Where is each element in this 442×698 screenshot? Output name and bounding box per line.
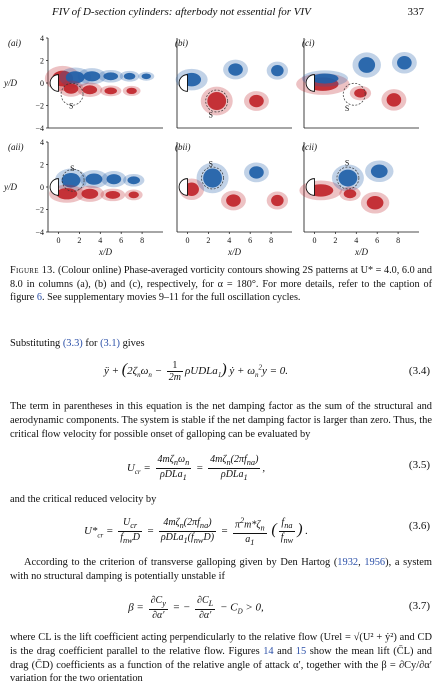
vortex-core (339, 170, 358, 187)
y-tick-label: 2 (40, 56, 44, 66)
vortex-core (367, 196, 384, 210)
x-tick-label: 0 (56, 236, 61, 245)
vortex-core (371, 165, 388, 179)
y-tick-label: 0 (40, 79, 44, 88)
vortex-core (203, 168, 222, 187)
x-tick-label: 8 (269, 236, 274, 245)
panel-label: (bi) (175, 38, 188, 48)
panel-label: (bii) (175, 142, 191, 152)
x-tick-label: 8 (396, 236, 401, 245)
vorticity-panel (177, 142, 292, 257)
vorticity-panel (176, 38, 292, 128)
x-axis-label: x/D (228, 247, 241, 257)
equation-number: (3.4) (408, 365, 430, 377)
vortex-s-marker: S (344, 158, 350, 168)
equation-number: (3.6) (408, 520, 430, 532)
vortex-core (271, 65, 284, 76)
vortex-core (106, 191, 121, 199)
equation-body: ÿ + ($2\zeta_n\omega_n$ − $\frac{1}{2m}$ ρUDLa$_1$) ẏ + $\omega_n^2y = 0$. (103, 360, 289, 383)
text-run: and (273, 645, 296, 657)
vortex-core (344, 189, 357, 198)
caption-tail: . See supplementary movies 9–11 for the full oscillation cycles. (41, 292, 301, 304)
vortex-s-marker: S (70, 163, 75, 173)
y-tick-label: −2 (35, 101, 44, 111)
vortex-s-marker: S (208, 159, 213, 169)
x-axis-label: x/D (99, 247, 112, 257)
vortex-core (81, 189, 98, 199)
text-run: L is the lift coefficient acting perpendicularly to the relative flow (U (45, 632, 332, 643)
y-tick-label: −4 (35, 228, 44, 237)
equation-number: (3.7) (408, 600, 430, 612)
y-tick-label: 4 (40, 34, 44, 43)
paragraph-den-hartog (10, 556, 432, 584)
text-run: Substituting (10, 338, 63, 349)
x-tick-label: 6 (119, 236, 124, 245)
x-tick-label: 6 (375, 236, 380, 245)
caption-text: (Colour online) Phase-averaged vorticity contours showing 2S patterns at U* = 4.0, 6.0 and 8.0 in columns (a), (b) and (c), respectively, for α = 180°. For more details, refer to the caption of figure (10, 265, 432, 304)
y-tick-label: 0 (40, 183, 44, 192)
caption-figure-link[interactable]: 6 (36, 292, 42, 304)
text-run: gives (120, 338, 145, 349)
x-tick-label: 4 (98, 236, 103, 245)
y-axis-label: y/D (4, 78, 17, 88)
vorticity-panel (3, 138, 163, 257)
citation-1956[interactable]: 1956 (364, 557, 386, 568)
paragraph-damping: The term in parentheses in this equation is the net damping factor as the sum of the structural and aerodynamic components. The system is stable if the net damping factor is larger than zero. Thus, the critical flow velocity for possible onset of galloping can be evaluated by (10, 401, 432, 440)
paragraph-where (10, 631, 432, 686)
equation-3-6 (0, 515, 442, 548)
vortex-core (387, 93, 402, 107)
paragraph-critical-reduced: and the critical reduced velocity by (10, 494, 157, 505)
equation-number: (3.5) (408, 459, 430, 471)
running-title: FIV of D-section cylinders: afterbody not essential for VIV (52, 6, 311, 18)
vortex-core (207, 92, 226, 110)
figure-link-15[interactable]: 15 (295, 645, 307, 657)
vorticity-panel (299, 142, 419, 257)
panel-label: (cii) (302, 142, 317, 152)
vortex-core (271, 195, 284, 206)
text-run: for (82, 338, 101, 349)
x-tick-label: 0 (312, 236, 317, 245)
vorticity-figure (0, 26, 442, 266)
vorticity-panel (296, 38, 419, 128)
vortex-core (103, 72, 118, 80)
equation-body: $U_{cr}$ = $\frac{4m\zeta_n\omega_n}{\rho DLa_1}$ = $\frac{4m\zeta_n(2\pi f_{na})}{\rho DLa_1}$ , (126, 454, 266, 482)
paragraph-substituting (10, 337, 432, 351)
vorticity-panel (3, 34, 163, 133)
text-run: where C (10, 632, 46, 643)
vortex-core (56, 188, 77, 199)
x-tick-label: 8 (140, 236, 145, 245)
vortex-core (129, 192, 139, 199)
vortex-core (358, 57, 375, 73)
vortex-core (86, 174, 103, 185)
text-run: , (358, 557, 365, 568)
eq-ref-3-3[interactable]: (3.3) (62, 338, 83, 349)
y-tick-label: 2 (40, 160, 44, 170)
equation-body: β = $\frac{\partial C_y}{\partial\alpha'}$ = − $\frac{\partial C_L}{\partial\alpha'}$ − $C_D > 0$, (128, 595, 264, 621)
x-axis-label: x/D (355, 247, 368, 257)
x-tick-label: 6 (248, 236, 253, 245)
text-run: show the mean lift (C̄L) and drag (C̄D) coefficients as a function of the relative angle of attack α′, together with the β = ∂Cy/∂α′ variation for the two orientation (10, 645, 432, 685)
equation-3-5 (0, 454, 442, 482)
text-run: ), a system with no structural damping is potentially unstable if (10, 557, 432, 582)
vortex-core (127, 176, 140, 184)
page-number: 337 (407, 6, 424, 18)
figure-link-14[interactable]: 14 (263, 645, 274, 657)
vortex-core (124, 73, 136, 80)
vortex-core (83, 85, 98, 94)
vortex-s-marker: S (208, 110, 213, 120)
figure-13 (0, 26, 442, 266)
vortex-core (249, 166, 264, 178)
vortex-core (142, 73, 151, 79)
x-tick-label: 2 (206, 236, 211, 245)
equation-body: $U*_{cr}$ = $\frac{U_{cr}}{f_{nw}D}$ = $\frac{4m\zeta_n(2\pi f_{na})}{\rho DLa_1(f_{nw}D)}$ = $\frac{\pi^2m*\zeta_n}{a_1}$ ( $\frac{f_{na}}{f_{nw}}$ ) . (83, 516, 309, 548)
vortex-s-marker: S (69, 101, 74, 111)
y-tick-label: −2 (35, 205, 44, 215)
vortex-core (249, 95, 264, 107)
x-tick-label: 2 (333, 236, 338, 245)
y-axis-label: y/D (4, 182, 17, 192)
vortex-core (228, 63, 243, 75)
x-tick-label: 0 (185, 236, 190, 245)
vortex-core (311, 73, 338, 83)
vortex-core (84, 71, 101, 81)
equation-3-4 (0, 360, 442, 388)
equation-3-7 (0, 595, 442, 623)
x-tick-label: 4 (227, 236, 232, 245)
vortex-core (397, 56, 412, 70)
vortex-s-marker: S (344, 103, 350, 113)
y-tick-label: −4 (35, 124, 44, 133)
text-run: rel = √(U² + ẏ²) and C (331, 632, 425, 643)
panel-label: (ai) (8, 38, 21, 48)
vortex-core (126, 88, 136, 94)
y-tick-label: 4 (40, 138, 44, 147)
text-run: According to the criterion of transverse galloping given by Den Hartog ( (24, 557, 338, 568)
running-header (0, 6, 442, 20)
eq-ref-3-1[interactable]: (3.1) (100, 338, 120, 349)
caption-label: Figure 13. (10, 265, 56, 276)
x-tick-label: 4 (354, 236, 359, 245)
citation-1932[interactable]: 1932 (337, 557, 359, 568)
panel-label: (ci) (302, 38, 315, 48)
panel-label: (aii) (8, 142, 24, 152)
x-tick-label: 2 (77, 236, 82, 245)
vortex-core (107, 174, 122, 184)
text-run: D is the drag coefficient parallel to the relative flow. Figures (10, 632, 432, 657)
figure-caption (10, 264, 432, 305)
vortex-core (64, 84, 79, 94)
vortex-core (226, 194, 241, 206)
vortex-core (104, 88, 117, 95)
